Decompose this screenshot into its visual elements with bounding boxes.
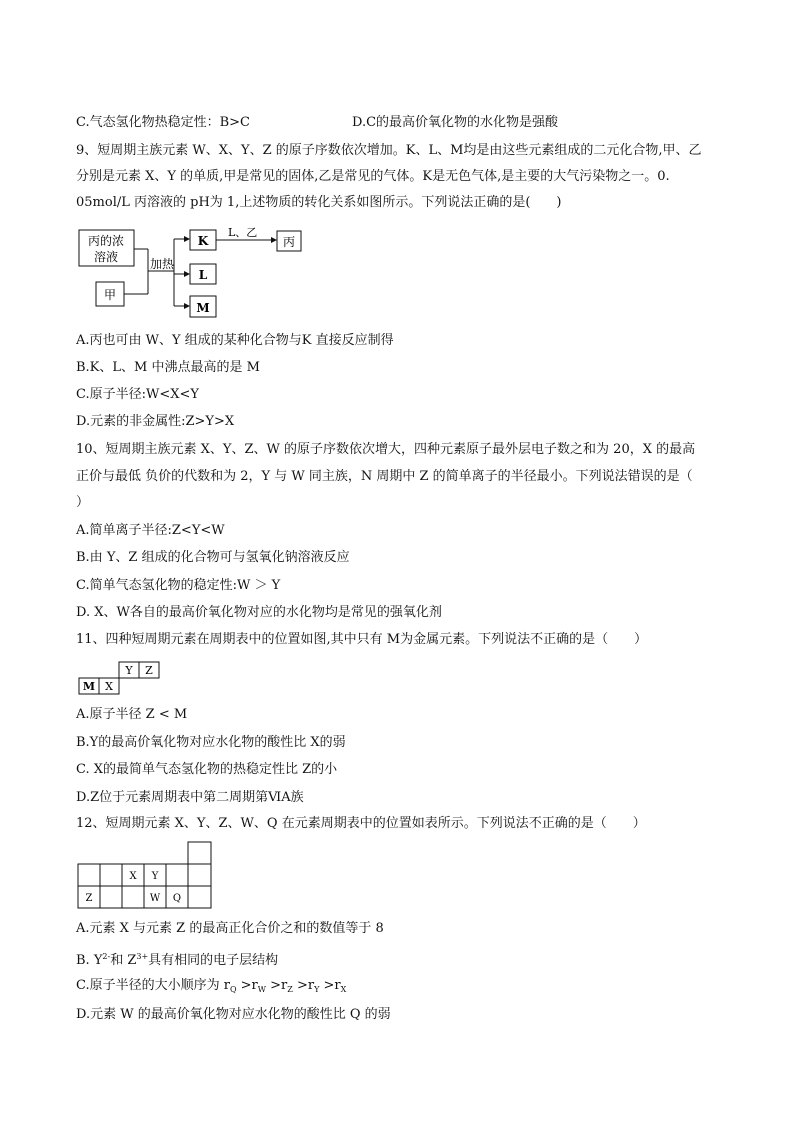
q11-cell-x: X [105,680,113,693]
q10-option-a: A.简单离子半径:Z<Y<W [76,523,225,538]
q12-cell-y: Y [151,871,159,882]
q12-option-c-sub-z: Z [287,985,293,994]
q12-option-c-sub-q: Q [229,985,237,994]
diagram-arrow-label: L、乙 [228,226,258,239]
q11-option-d: D.Z位于元素周期表中第二周期第ⅥA族 [76,790,304,805]
q12-periodic-fragment [76,840,216,912]
q8-option-d: D.C的最高价氧化物的水化物是强酸 [352,115,559,130]
q11-stem: 11、四种短周期元素在周期表中的位置如图,其中只有 M为金属元素。下列说法不正确的是（ ） [76,632,648,647]
q9-option-a: A.丙也可由 W、Y 组成的某种化合物与K 直接反应制得 [76,333,394,348]
diagram-conc-solution-label-1: 丙的浓 [87,234,125,248]
q12-option-c-pre: C.原子半径的大小顺序为 r [76,978,230,993]
q9-stem-line1: 9、短周期主族元素 W、X、Y、Z 的原子序数依次增加。K、L、M均是由这些元素组成的二元化合物,甲、乙 [76,143,702,158]
q9-option-c: C.原子半径:W<X<Y [76,387,199,402]
q11-cell-y: Y [125,664,133,677]
q9-option-b: B.K、L、M 中沸点最高的是 M [76,360,260,375]
q11-option-c: C. X的最简单气态氢化物的热稳定性比 Z的小 [76,762,338,777]
q10-stem-line3: ） [76,495,90,510]
diagram-m-label: M [196,301,210,315]
q12-option-b-post: 具有相同的电子层结构 [148,953,279,968]
q12-option-b-mid: 和 Z [110,953,137,968]
q12-option-c-gt4: >r [319,978,341,993]
q12-cell-x: X [129,871,137,882]
q12-option-c [76,977,346,999]
q12-option-c-gt3: >r [292,978,315,993]
q12-stem: 12、短周期元素 X、Y、Z、W、Q 在元素周期表中的位置如表所示。下列说法不正确的是（ ） [76,816,646,831]
q9-option-d: D.元素的非金属性:Z>Y>X [76,414,235,429]
diagram-heat-label: 加热 [150,257,175,271]
q11-cell-m: M [82,680,96,693]
diagram-jia-label: 甲 [103,288,117,302]
q10-stem-line1: 10、短周期主族元素 X、Y、Z、W 的原子序数依次增大，四种元素原子最外层电子数之和为 20，X 的最高 [76,442,696,457]
q12-option-d: D.元素 W 的最高价氧化物对应水化物的酸性比 Q 的弱 [76,1007,391,1022]
diagram-bing-label: 丙 [282,235,296,249]
q12-cell-z: Z [85,893,93,904]
q9-stem-line2: 分别是元素 X、Y 的单质,甲是常见的固体,乙是常见的气体。K是无色气体,是主要的大气污染物之一。0. [76,169,670,184]
q12-option-a: A.元素 X 与元素 Z 的最高正化合价之和的数值等于 8 [76,921,384,936]
q12-option-b-charge-y: 2- [102,952,111,961]
q12-option-c-gt2: >r [266,978,288,993]
q11-option-b: B.Y的最高价氧化物对应水化物的酸性比 X的弱 [76,735,346,750]
q11-periodic-fragment [76,660,166,696]
diagram-conc-solution-label-2: 溶液 [93,250,119,264]
q10-option-d: D. X、W各自的最高价氧化物对应的水化物均是常见的强氧化剂 [76,605,442,620]
q12-cell-w: W [149,893,161,904]
q9-reaction-diagram [76,224,316,320]
q12-option-c-gt1: >r [236,978,258,993]
q9-stem-line3: 05mol/L 丙溶液的 pH为 1,上述物质的转化关系如图所示。下列说法正确的是( ) [76,195,562,210]
q12-cell-q: Q [172,893,182,904]
q10-option-b: B.由 Y、Z 组成的化合物可与氢氧化钠溶液反应 [76,550,350,565]
q10-option-c: C.简单气态氢化物的稳定性:W ＞ Y [76,578,281,593]
q12-option-c-sub-w: W [257,985,267,994]
q8-option-c: C.气态氢化物热稳定性：B>C [76,115,251,130]
q11-cell-z: Z [145,664,153,677]
q12-option-b [76,948,278,970]
q12-option-c-sub-y: Y [314,985,320,994]
q12-option-b-pre: B. Y [76,953,103,968]
q12-option-c-sub-x: X [340,985,347,994]
q10-stem-line2: 正价与最低 负价的代数和为 2，Y 与 W 同主族，N 周期中 Z 的简单离子的半径最小。下列说法错误的是（ [76,469,693,484]
q11-option-a: A.原子半径 Z < M [76,707,188,722]
diagram-l-label: L [198,268,208,282]
diagram-k-label: K [197,234,209,248]
q12-option-b-charge-z: 3+ [136,952,149,961]
